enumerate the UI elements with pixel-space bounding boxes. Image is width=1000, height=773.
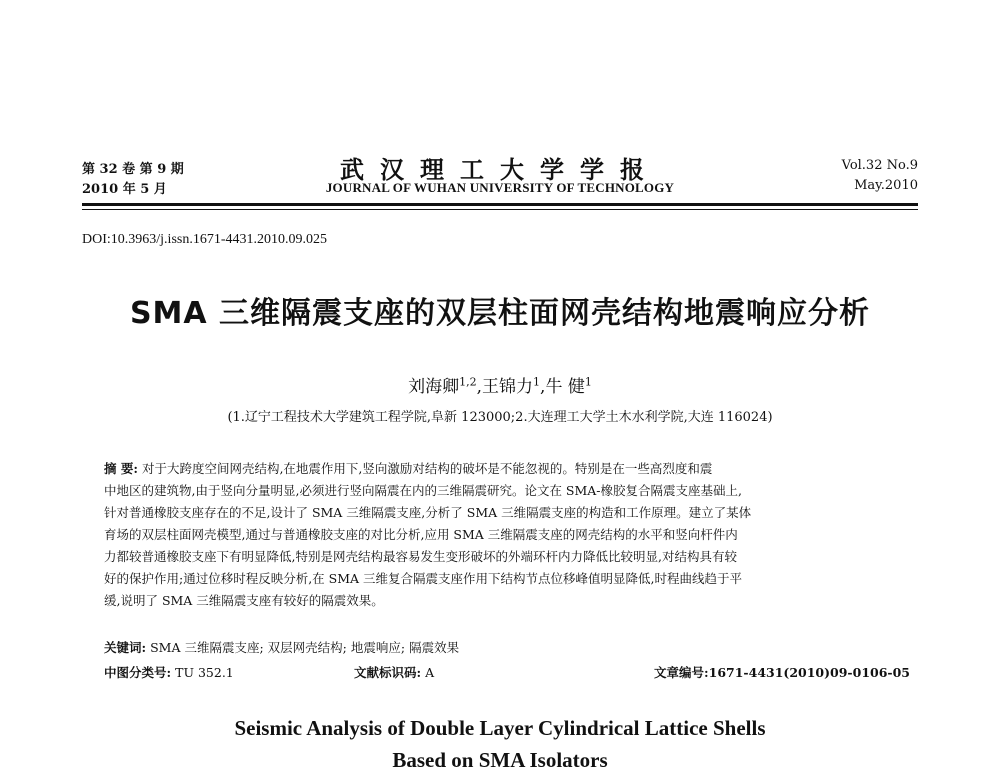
- author-affil-marker: 1,2: [459, 375, 477, 389]
- keyword: SMA 三维隔震支座;: [150, 640, 264, 655]
- paper-title-en: Seismic Analysis of Double Layer Cylindrical Lattice Shells: [234, 716, 766, 740]
- author-list: 刘海卿$^{1,2}$,王锦力$^1$,牛 健$^1$: [408, 375, 592, 397]
- abstract-line: 育场的双层柱面网壳模型,通过与普通橡胶支座的对比分析,应用 SMA 三维隔震支座的网壳结构的水平和竖向杆件内: [104, 527, 738, 542]
- header-rule-thick: [82, 203, 918, 206]
- author-affil-marker: 1: [584, 375, 592, 389]
- author-name: 牛 健: [545, 377, 585, 397]
- header-rule-thin: [82, 209, 918, 210]
- clc-value: TU 352.1: [175, 665, 234, 680]
- date-cn: 2010 年 5 月: [82, 182, 167, 197]
- doc-code: [354, 663, 434, 681]
- keywords: [104, 638, 459, 656]
- keyword: 双层网壳结构;: [267, 640, 347, 655]
- author-name: 王锦力: [482, 377, 534, 397]
- abstract-line: 缓,说明了 SMA 三维隔震支座有较好的隔震效果。: [104, 593, 384, 608]
- keyword: 地震响应;: [350, 640, 406, 655]
- abstract-line: [104, 458, 910, 480]
- keyword: 隔震效果: [409, 640, 460, 655]
- journal-name-en: JOURNAL OF WUHAN UNIVERSITY OF TECHNOLOGY: [325, 180, 675, 195]
- article-number: 文章编号:1671-4431(2010)09-0106-05: [654, 665, 910, 680]
- paper-title-en-line2: Based on SMA Isolators: [392, 748, 608, 772]
- abstract-text: 对于大跨度空间网壳结构,在地震作用下,竖向激励对结构的破坏是不能忽视的。特别是在一些高烈度和震: [141, 461, 713, 476]
- paper-title-cn: SMA 三维隔震支座的双层柱面网壳结构地震响应分析: [129, 296, 871, 331]
- author-affil-marker: 1: [533, 375, 541, 389]
- abstract-line: 力都较普通橡胶支座下有明显降低,特别是网壳结构最容易发生变形破坏的外端环杆内力降低比较明显,对结构具有较: [104, 549, 737, 564]
- journal-name-cn: 武汉理工大学学报: [340, 155, 660, 184]
- doc-code-value: A: [425, 665, 435, 680]
- abstract-label: 摘 要:: [104, 461, 138, 476]
- keywords-label: 关键词:: [104, 640, 147, 655]
- doc-code-label: 文献标识码:: [354, 665, 422, 680]
- abstract: [104, 458, 910, 612]
- classification-line: [104, 663, 910, 681]
- volume-issue-cn: 第 32 卷 第 9 期: [82, 162, 184, 177]
- abstract-line: 针对普通橡胶支座存在的不足,设计了 SMA 三维隔震支座,分析了 SMA 三维隔震支座的构造和工作原理。建立了某体: [104, 505, 752, 520]
- abstract-line: 中地区的建筑物,由于竖向分量明显,必须进行竖向隔震在内的三维隔震研究。论文在 SMA-橡胶复合隔震支座基础上,: [104, 483, 743, 498]
- doi: DOI:10.3963/j.issn.1671-4431.2010.09.025: [82, 232, 327, 247]
- volume-issue-en: Vol.32 No.9: [841, 158, 918, 173]
- abstract-line: 好的保护作用;通过位移时程反映分析,在 SMA 三维复合隔震支座作用下结构节点位移峰值明显降低,时程曲线趋于平: [104, 571, 742, 586]
- affiliations: (1.辽宁工程技术大学建筑工程学院,阜新 123000;2.大连理工大学土木水利学院,大连 116024): [227, 410, 773, 425]
- clc-label: 中图分类号:: [104, 665, 172, 680]
- author-name: 刘海卿: [408, 377, 460, 397]
- date-en: May.2010: [854, 178, 918, 193]
